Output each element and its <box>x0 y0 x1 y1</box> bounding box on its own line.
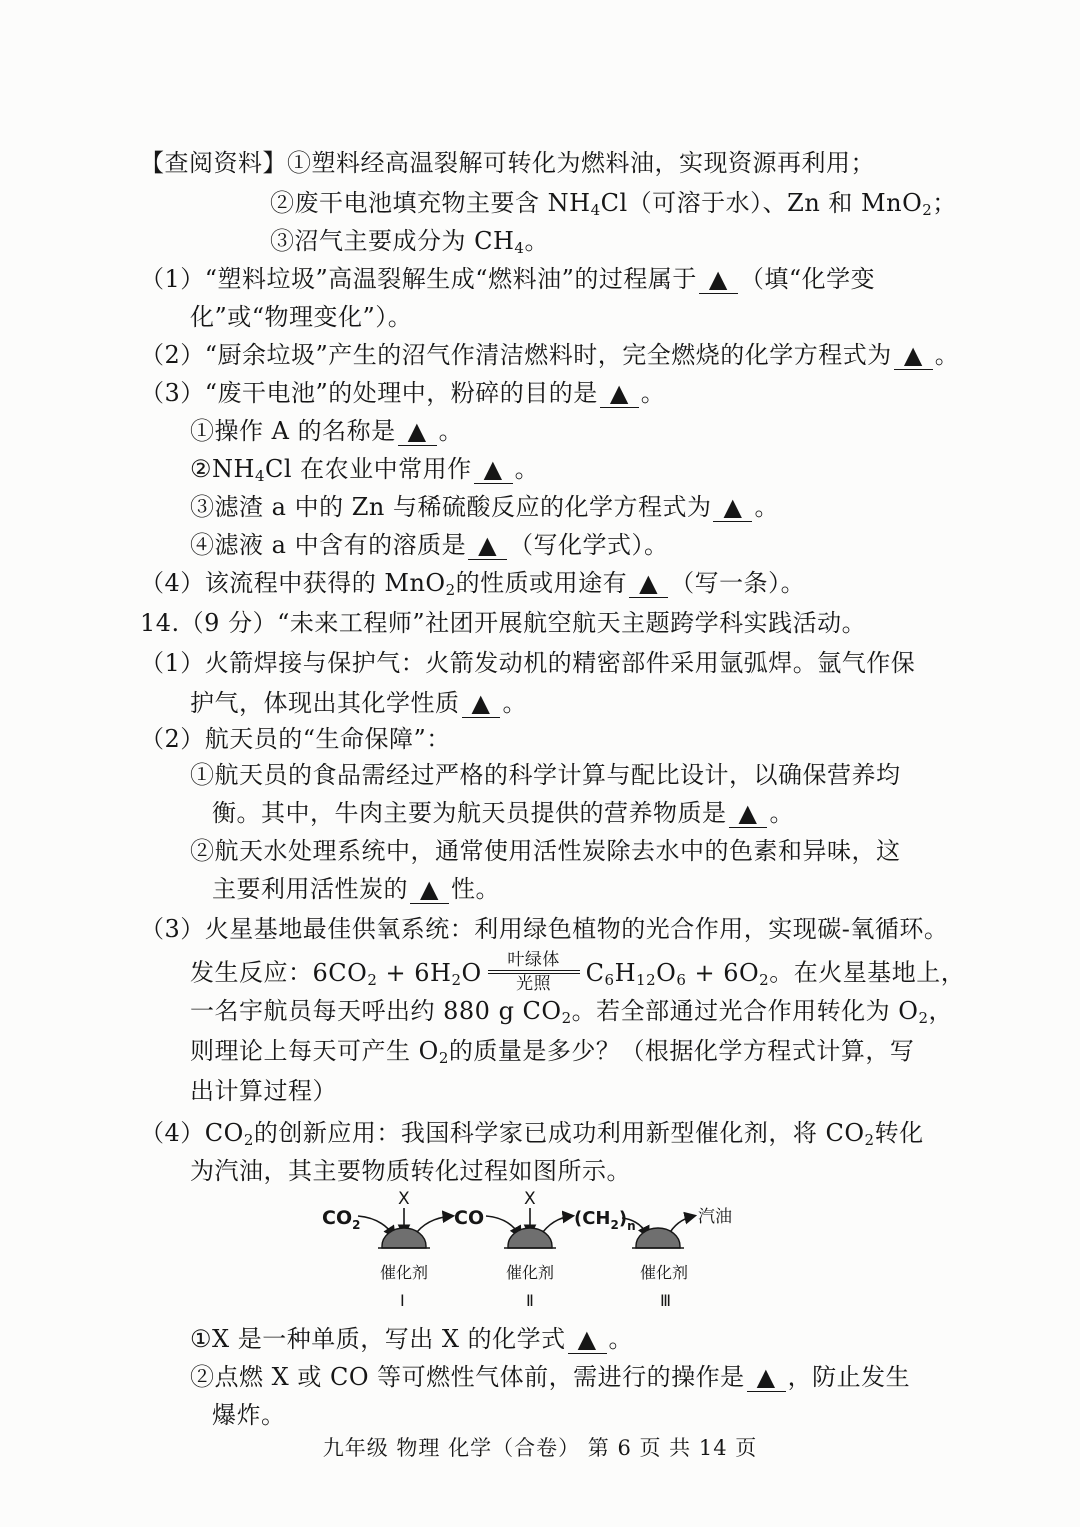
q14-part2-sub2-cont: 主要利用活性炭的 ▲ 性。 <box>212 875 500 903</box>
q14-part2-sub2: ②航天水处理系统中，通常使用活性炭除去水中的色素和异味，这 <box>190 837 901 865</box>
reference-line-1: 【查阅资料】①塑料经高温裂解可转化为燃料油，实现资源再利用； <box>140 149 875 177</box>
q14-equation-line: 发生反应：$6CO_2 + 6H_2O$ 叶绿体 光照 $C_6H_{12}O_6 + 6O_2$。在火星基地上， <box>190 950 966 994</box>
co-label: CO <box>454 1207 485 1229</box>
answer-blank[interactable]: ▲ <box>568 1325 607 1354</box>
q13-sub1: ①操作 A 的名称是 ▲ 。 <box>190 417 464 445</box>
catalyst-3-number: Ⅲ <box>660 1291 672 1310</box>
q13-part1-cont: 化”或“物理变化”）。 <box>190 303 413 331</box>
answer-blank[interactable]: ▲ <box>629 569 668 598</box>
q13-sub3: ③滤渣 a 中的 Zn 与稀硫酸反应的化学方程式为 ▲ 。 <box>190 493 779 521</box>
q14-part2: （2）航天员的“生命保障”： <box>140 725 451 753</box>
reference-heading: 【查阅资料】 <box>140 149 287 177</box>
answer-blank[interactable]: ▲ <box>713 493 752 522</box>
q13-part4: （4）该流程中获得的 MnO$_2$的性质或用途有 ▲ （写一条）。 <box>140 569 806 599</box>
q13-part1: （1）“塑料垃圾”高温裂解生成“燃料油”的过程属于 ▲ （填“化学变 <box>140 265 876 293</box>
catalyst-3-label: 催化剂 <box>640 1263 689 1282</box>
answer-blank[interactable]: ▲ <box>699 265 738 294</box>
catalyst-2-shape <box>508 1228 552 1248</box>
answer-blank[interactable]: ▲ <box>474 455 513 484</box>
catalyst-2-label: 催化剂 <box>506 1263 555 1282</box>
q14-part1: （1）火箭焊接与保护气：火箭发动机的精密部件采用氩弧焊。氩气作保 <box>140 649 916 677</box>
q14-part4-sub2-cont: 爆炸。 <box>212 1401 286 1429</box>
q14-part3-e: 出计算过程） <box>190 1077 337 1105</box>
q14-part2-sub1: ①航天员的食品需经过严格的科学计算与配比设计，以确保营养均 <box>190 761 901 789</box>
q14-part1-cont: 护气，体现出其化学性质 ▲ 。 <box>190 689 527 717</box>
x-label-1: X <box>398 1189 410 1209</box>
catalyst-1-label: 催化剂 <box>380 1263 429 1282</box>
q14-part3-c: 一名宇航员每天呼出约 880 g $CO_2$。若全部通过光合作用转化为 $O_2$， <box>190 997 954 1027</box>
q14-part3-d: 则理论上每天可产生 $O_2$的质量是多少？（根据化学方程式计算，写 <box>190 1037 915 1067</box>
q13-part3: （3）“废干电池”的处理中，粉碎的目的是 ▲ 。 <box>140 379 666 407</box>
q14-part4-sub2: ②点燃 X 或 CO 等可燃性气体前，需进行的操作是 ▲ ，防止发生 <box>190 1363 911 1391</box>
answer-blank[interactable]: ▲ <box>747 1363 786 1392</box>
catalyst-2-number: Ⅱ <box>526 1291 534 1310</box>
page-footer: 九年级 物理 化学（合卷） 第 6 页 共 14 页 <box>322 1436 758 1460</box>
equation-rhs: $C_6H_{12}O_6 + 6O_2$ <box>585 958 770 989</box>
answer-blank[interactable]: ▲ <box>462 689 501 718</box>
catalyst-3-shape <box>636 1228 680 1248</box>
q14-part3: （3）火星基地最佳供氧系统：利用绿色植物的光合作用，实现碳-氧循环。 <box>140 915 949 943</box>
catalyst-1-shape <box>382 1228 426 1248</box>
co2-label: $CO_2$ <box>322 1207 361 1232</box>
reaction-condition: 叶绿体 光照 <box>488 950 580 994</box>
q13-sub2: $②NH_4Cl$ 在农业中常用作 ▲ 。 <box>190 455 540 485</box>
answer-blank[interactable]: ▲ <box>398 417 437 446</box>
q13-sub4: ④滤液 a 中含有的溶质是 ▲ （写化学式）。 <box>190 531 669 559</box>
q14-heading: 14.（9 分）“未来工程师”社团开展航空航天主题跨学科实践活动。 <box>140 609 867 637</box>
q14-part4: $(4)CO_2$的创新应用：我国科学家已成功利用新型催化剂，将 $CO_2$转化 <box>140 1119 924 1149</box>
catalyst-1-number: Ⅰ <box>400 1291 405 1310</box>
answer-blank[interactable]: ▲ <box>410 875 449 904</box>
answer-blank[interactable]: ▲ <box>894 341 933 370</box>
ch2n-label: $(CH_2)_n$ <box>574 1208 636 1233</box>
gasoline-label: 汽油 <box>698 1207 732 1227</box>
q14-part2-sub1-cont: 衡。其中，牛肉主要为航天员提供的营养物质是 ▲ 。 <box>212 799 794 827</box>
reference-line-2: ②废干电池填充物主要含 $NH_4Cl$（可溶于水）、Zn 和 MnO$_2$； <box>270 189 957 219</box>
equation-lhs: $6CO_2 + 6H_2O$ <box>312 958 482 989</box>
q14-part4-cont: 为汽油，其主要物质转化过程如图所示。 <box>190 1157 631 1185</box>
x-label-2: X <box>524 1189 536 1209</box>
q13-part2: （2）“厨余垃圾”产生的沼气作清洁燃料时，完全燃烧的化学方程式为 ▲ 。 <box>140 341 960 369</box>
q14-part4-sub1: ①X 是一种单质，写出 X 的化学式 ▲ 。 <box>190 1325 634 1353</box>
conversion-diagram <box>310 1188 770 1313</box>
answer-blank[interactable]: ▲ <box>600 379 639 408</box>
answer-blank[interactable]: ▲ <box>729 799 768 828</box>
reference-line-3: ③沼气主要成分为 $CH_4$。 <box>270 227 549 257</box>
answer-blank[interactable]: ▲ <box>468 531 507 560</box>
